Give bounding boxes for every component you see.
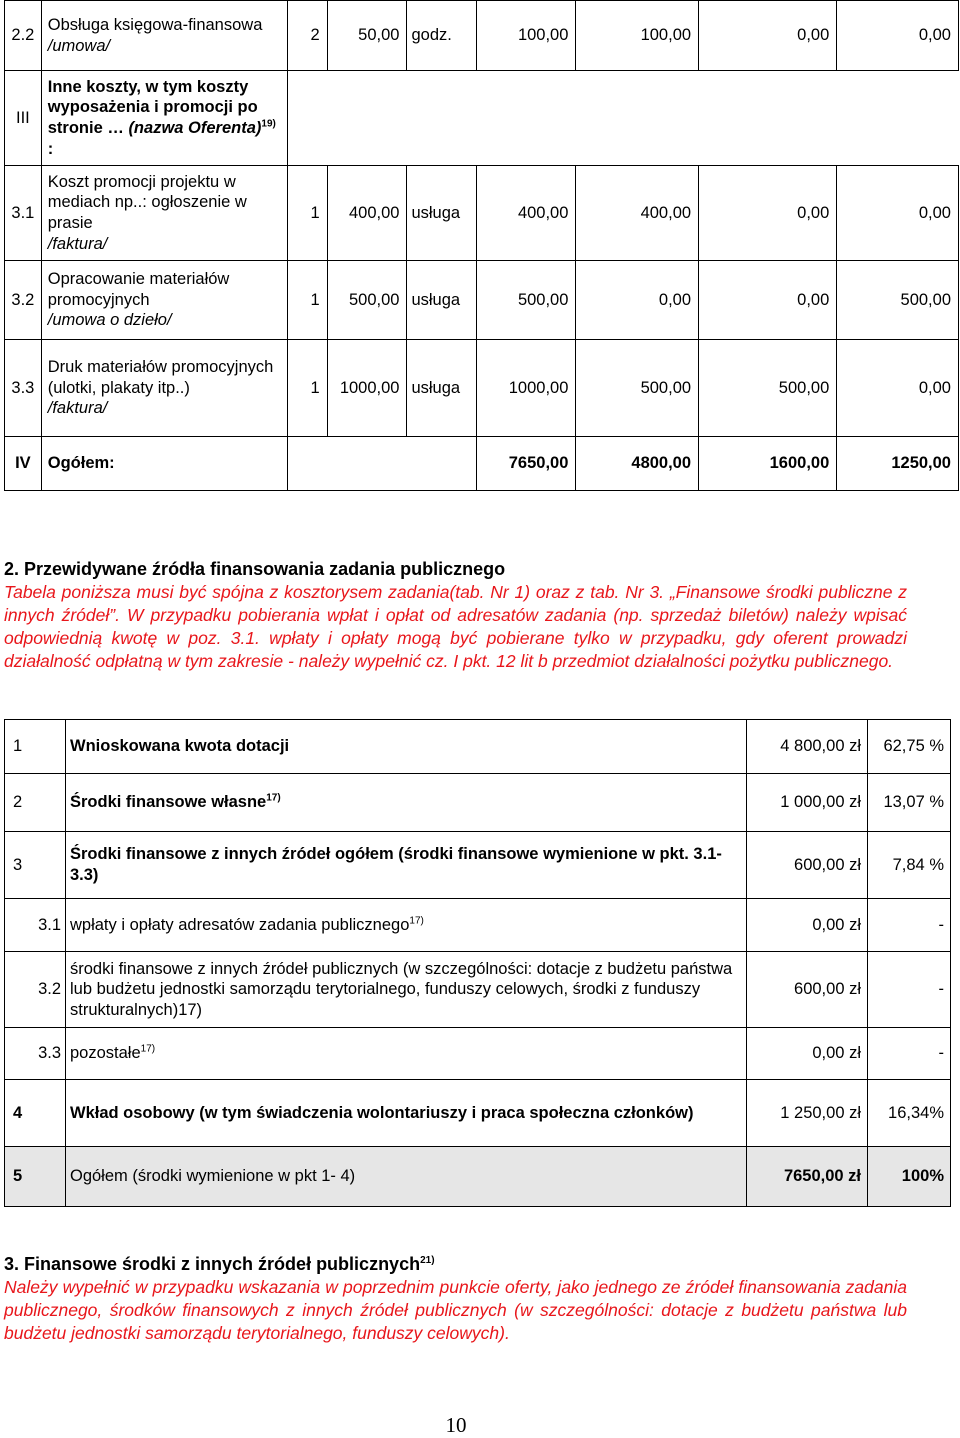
funding-label: Wnioskowana kwota dotacji — [66, 720, 747, 774]
funding-label: Wkład osobowy (w tym świadczenia wolontariuszy i praca społeczna członków) — [66, 1080, 747, 1147]
section-2-title: 2. Przewidywane źródła finansowania zadania publicznego — [4, 559, 506, 579]
cost-total-row — [5, 437, 959, 491]
other-cost: 0,00 — [837, 166, 959, 261]
unit-type: usługa — [407, 166, 477, 261]
cost-row — [5, 1, 959, 71]
grant-cost: 500,00 — [576, 340, 699, 437]
funding-label: Środki finansowe własne$^{17)}$ — [66, 774, 747, 832]
funding-amount: 600,00 zł — [747, 952, 868, 1028]
cost-row — [5, 166, 959, 261]
own-cost: 1600,00 — [699, 437, 837, 491]
total-cost: 100,00 — [477, 1, 576, 71]
grant-cost: 0,00 — [576, 261, 699, 340]
quantity: 1 — [288, 261, 328, 340]
grant-cost: 100,00 — [576, 1, 699, 71]
funding-percent: 7,84 % — [868, 832, 951, 899]
row-number: 3.1 — [5, 166, 42, 261]
cost-row — [5, 340, 959, 437]
funding-percent: - — [868, 899, 951, 952]
quantity: 1 — [288, 340, 328, 437]
unit-cost: 1000,00 — [327, 340, 407, 437]
funding-row — [5, 899, 951, 952]
total-cost: 400,00 — [477, 166, 576, 261]
funding-percent: - — [868, 952, 951, 1028]
row-number: 3 — [5, 832, 66, 899]
unit-type: usługa — [407, 340, 477, 437]
row-number: 5 — [5, 1147, 66, 1207]
funding-amount: 0,00 zł — [747, 1028, 868, 1080]
funding-label: Ogółem (środki wymienione w pkt 1- 4) — [66, 1147, 747, 1207]
funding-row — [5, 1028, 951, 1080]
row-number: 2.2 — [5, 1, 42, 71]
quantity: 1 — [288, 166, 328, 261]
funding-label: środki finansowe z innych źródeł publicznych (w szczególności: dotacje z budżetu państwa lub budżetu jednostki samorządu terytorialnego, funduszy celowych, środki z funduszy strukturalnych)17) — [66, 952, 747, 1028]
funding-percent: - — [868, 1028, 951, 1080]
other-cost: 0,00 — [837, 1, 959, 71]
empty-cell — [288, 437, 477, 491]
row-number: 1 — [5, 720, 66, 774]
funding-amount: 0,00 zł — [747, 899, 868, 952]
funding-sources-table — [4, 719, 951, 1207]
grant-cost: 4800,00 — [576, 437, 699, 491]
own-cost: 500,00 — [699, 340, 837, 437]
funding-row — [5, 952, 951, 1028]
row-number: 3.2 — [5, 952, 66, 1028]
funding-row — [5, 832, 951, 899]
cost-name: Koszt promocji projektu w mediach np..: ogłoszenie w prasie /faktura/ — [41, 166, 287, 261]
row-number: 4 — [5, 1080, 66, 1147]
funding-label: wpłaty i opłaty adresatów zadania publicznego$^{17)}$ — [66, 899, 747, 952]
total-cost: 1000,00 — [477, 340, 576, 437]
funding-amount: 1 000,00 zł — [747, 774, 868, 832]
funding-label: Środki finansowe z innych źródeł ogółem (środki finansowe wymienione w pkt. 3.1-3.3) — [66, 832, 747, 899]
total-cost: 500,00 — [477, 261, 576, 340]
funding-total-row — [5, 1147, 951, 1207]
cost-name: Opracowanie materiałów promocyjnych /umowa o dzieło/ — [41, 261, 287, 340]
funding-row — [5, 774, 951, 832]
row-number: 3.1 — [5, 899, 66, 952]
section-3-instructions: Należy wypełnić w przypadku wskazania w poprzednim punkcie oferty, jako jednego ze źródeł finansowania zadania publicznego, środków finansowych z innych źródeł publicznych (w szczególności: dotacje z budżetu państwa lub budżetu jednostki samorządu terytorialnego, funduszy celowych). — [4, 1277, 907, 1343]
unit-cost: 50,00 — [327, 1, 407, 71]
other-cost: 1250,00 — [837, 437, 959, 491]
funding-row — [5, 720, 951, 774]
funding-amount: 1 250,00 zł — [747, 1080, 868, 1147]
funding-percent: 100% — [868, 1147, 951, 1207]
section-2-instructions: Tabela poniższa musi być spójna z kosztorysem zadania(tab. Nr 1) oraz z tab. Nr 3. „Finansowe środki publiczne z innych źródeł”. W przypadku pobierania wpłat i opłat od adresatów zadania (np. sprzedaż biletów) należy wpisać odpowiednią kwotę w poz. 3.1. wpłaty i opłaty mogą być pobierane tylko w przypadku, gdy oferent prowadzi działalność odpłatną w tym zakresie - należy wypełnić cz. I pkt. 12 lit b przedmiot działalności pożytku publicznego. — [4, 582, 907, 671]
cost-row — [5, 261, 959, 340]
funding-percent: 16,34% — [868, 1080, 951, 1147]
funding-amount: 4 800,00 zł — [747, 720, 868, 774]
grant-cost: 400,00 — [576, 166, 699, 261]
unit-cost: 500,00 — [327, 261, 407, 340]
row-number: IV — [5, 437, 42, 491]
cost-name: Inne koszty, w tym koszty wyposażenia i promocji po stronie … (nazwa Oferenta)$^{19)}$ : — [41, 71, 287, 166]
total-cost: 7650,00 — [477, 437, 576, 491]
cost-category-row — [5, 71, 959, 166]
row-number: 3.3 — [5, 1028, 66, 1080]
other-cost: 0,00 — [837, 340, 959, 437]
page-number: 10 — [445, 1413, 467, 1437]
row-number: 2 — [5, 774, 66, 832]
own-cost: 0,00 — [699, 1, 837, 71]
row-number: III — [5, 71, 42, 166]
empty-cell — [288, 71, 959, 166]
funding-percent: 13,07 % — [868, 774, 951, 832]
quantity: 2 — [288, 1, 328, 71]
other-cost: 500,00 — [837, 261, 959, 340]
funding-label: pozostałe$^{17)}$ — [66, 1028, 747, 1080]
own-cost: 0,00 — [699, 261, 837, 340]
own-cost: 0,00 — [699, 166, 837, 261]
section-3-title: 3. Finansowe środki z innych źródeł publicznych$^{21)}$ — [4, 1254, 435, 1274]
section-3 — [4, 1253, 907, 1345]
total-label: Ogółem: — [41, 437, 287, 491]
row-number: 3.3 — [5, 340, 42, 437]
row-number: 3.2 — [5, 261, 42, 340]
cost-name: Obsługa księgowa-finansowa /umowa/ — [41, 1, 287, 71]
cost-estimate-table — [4, 0, 959, 491]
funding-percent: 62,75 % — [868, 720, 951, 774]
unit-cost: 400,00 — [327, 166, 407, 261]
funding-amount: 600,00 zł — [747, 832, 868, 899]
section-2 — [4, 558, 907, 673]
unit-type: usługa — [407, 261, 477, 340]
funding-row — [5, 1080, 951, 1147]
cost-name: Druk materiałów promocyjnych (ulotki, plakaty itp..) /faktura/ — [41, 340, 287, 437]
funding-amount: 7650,00 zł — [747, 1147, 868, 1207]
unit-type: godz. — [407, 1, 477, 71]
